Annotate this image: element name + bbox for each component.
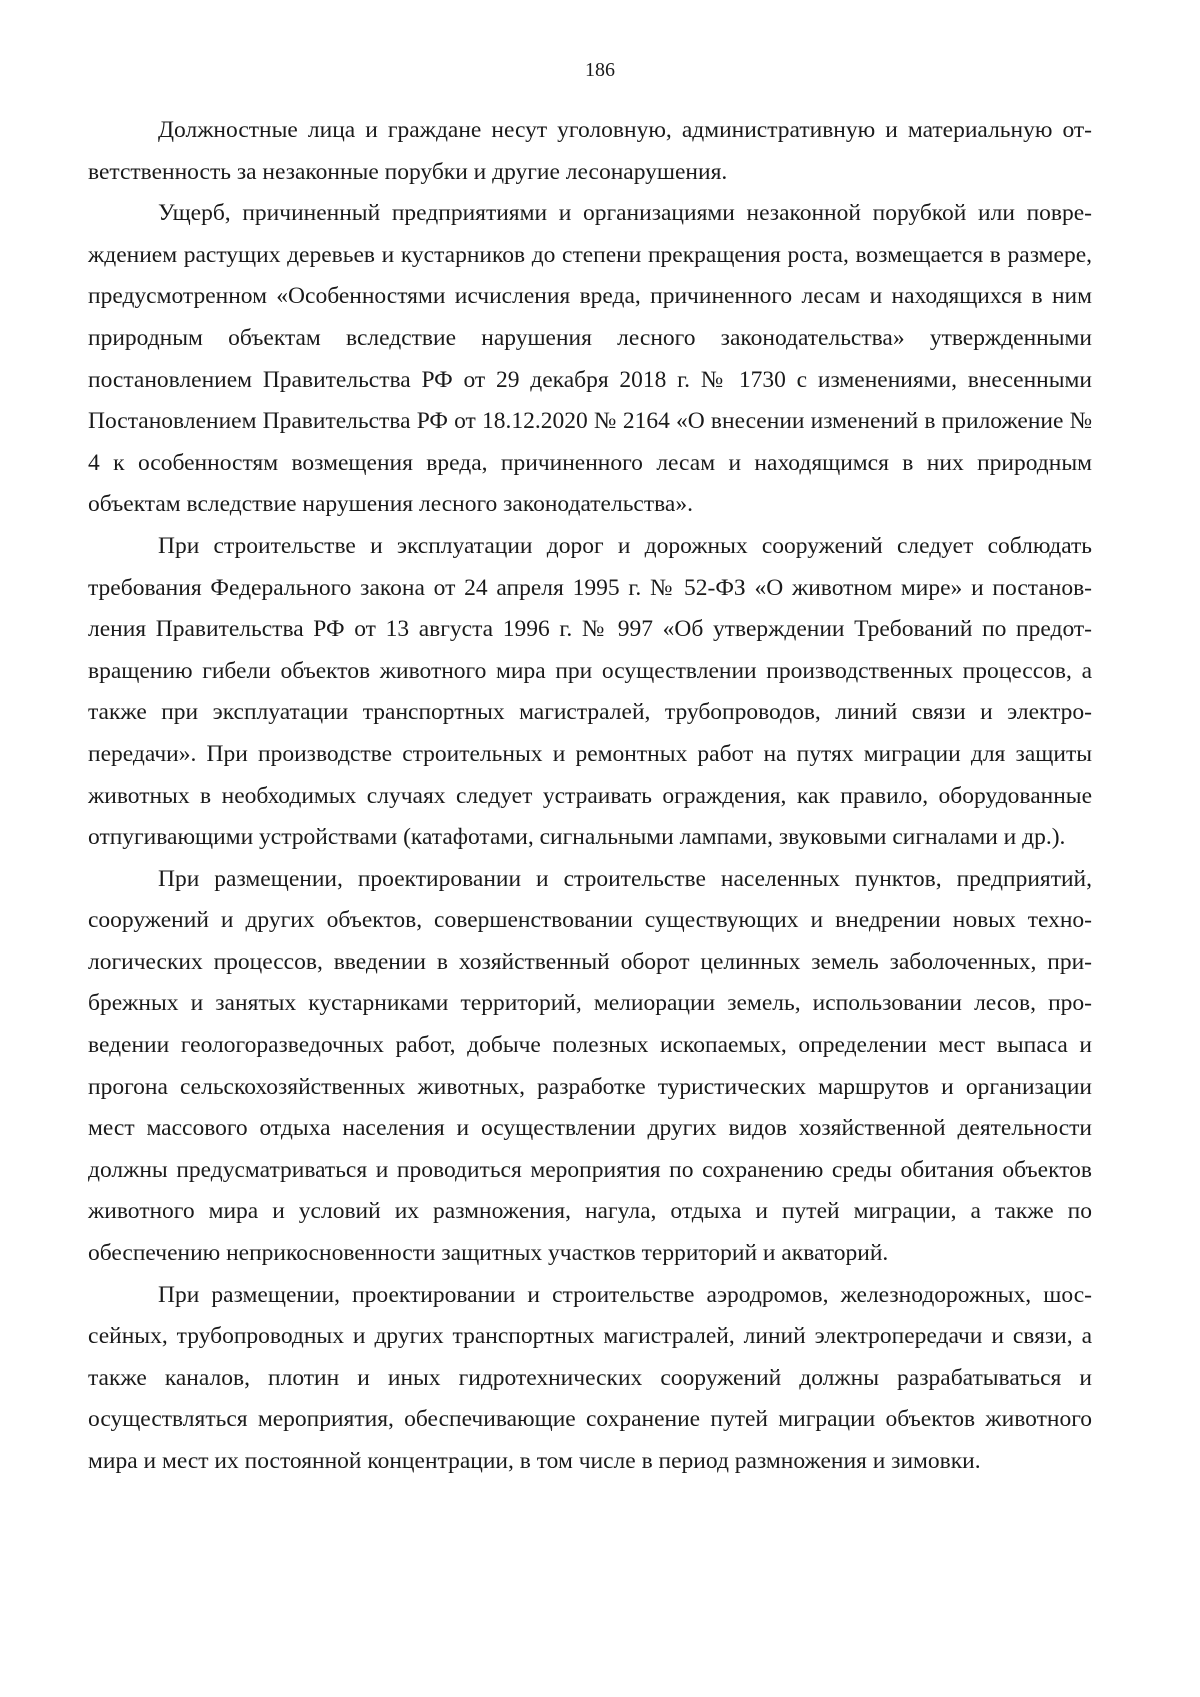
paragraph-road-construction: При строительстве и эксплуатации дорог и дорожных сооружений следует соблюдать требования Федерального закона от 24 апреля 1995 г. № 52-ФЗ «О животном мире» и постановления Правительства РФ от 13 августа 1996 г. № 997 «Об утверждении Требований по предотвращению гибели объектов животного мира при осуществлении производственных процессов, а также при эксплуатации транспортных магистралей, трубопроводов, линий связи и электропередачи». При производстве строительных и ремонтных работ на путях миграции для защиты животных в необходимых случаях следует устраивать ограждения, как правило, оборудованные отпугивающими устройствами (катафотами, сигнальными лампами, звуковыми сигналами и др.). [88, 532, 1092, 851]
document-body [88, 110, 1092, 1483]
paragraph-settlement-planning: При размещении, проектировании и строительстве населенных пунктов, предприятий, сооружений и других объектов, совершенствовании существующих и внедрении новых технологических процессов, введении в хозяйственный оборот целинных земель заболоченных, прибрежных и занятых кустарниками территорий, мелиорации земель, использовании лесов, проведении геологоразведочных работ, добыче полезных ископаемых, определении мест выпаса и прогона сельскохозяйственных животных, разработке туристических маршрутов и организации мест массового отдыха населения и осуществлении других видов хозяйственной деятельности должны предусматриваться и проводиться мероприятия по сохранению среды обитания объектов животного мира и условий их размножения, нагула, отдыха и путей миграции, а также по обеспечению неприкосновенности защитных участков территорий и акваторий. [88, 865, 1092, 1267]
paragraph-liability: Должностные лица и граждане несут уголовную, административную и материальную ответственность за незаконные порубки и другие лесонарушения. [88, 117, 1092, 185]
paragraph-transport-infrastructure: При размещении, проектировании и строительстве аэродромов, железнодорожных, шоссейных, трубопроводных и других транспортных магистралей, линий электропередачи и связи, а также каналов, плотин и иных гидротехнических сооружений должны разрабатываться и осуществляться мероприятия, обеспечивающие сохранение путей миграции объектов животного мира и мест их постоянной концентрации, в том числе в период размножения и зимовки. [88, 1281, 1092, 1474]
paragraph-damage-compensation: Ущерб, причиненный предприятиями и организациями незаконной порубкой или повреждением растущих деревьев и кустарников до степени прекращения роста, возмещается в размере, предусмотренном «Особенностями исчисления вреда, причиненного лесам и находящихся в ним природным объектам вследствие нарушения лесного законодательства» утвержденными постановлением Правительства РФ от 29 декабря 2018 г. № 1730 с изменениями, внесенными Постановлением Правительства РФ от 18.12.2020 № 2164 «О внесении изменений в приложение № 4 к особенностям возмещения вреда, причиненного лесам и находящимся в них природным объектам вследствие нарушения лесного законодательства». [88, 200, 1092, 518]
page-number: 186 [585, 59, 615, 81]
